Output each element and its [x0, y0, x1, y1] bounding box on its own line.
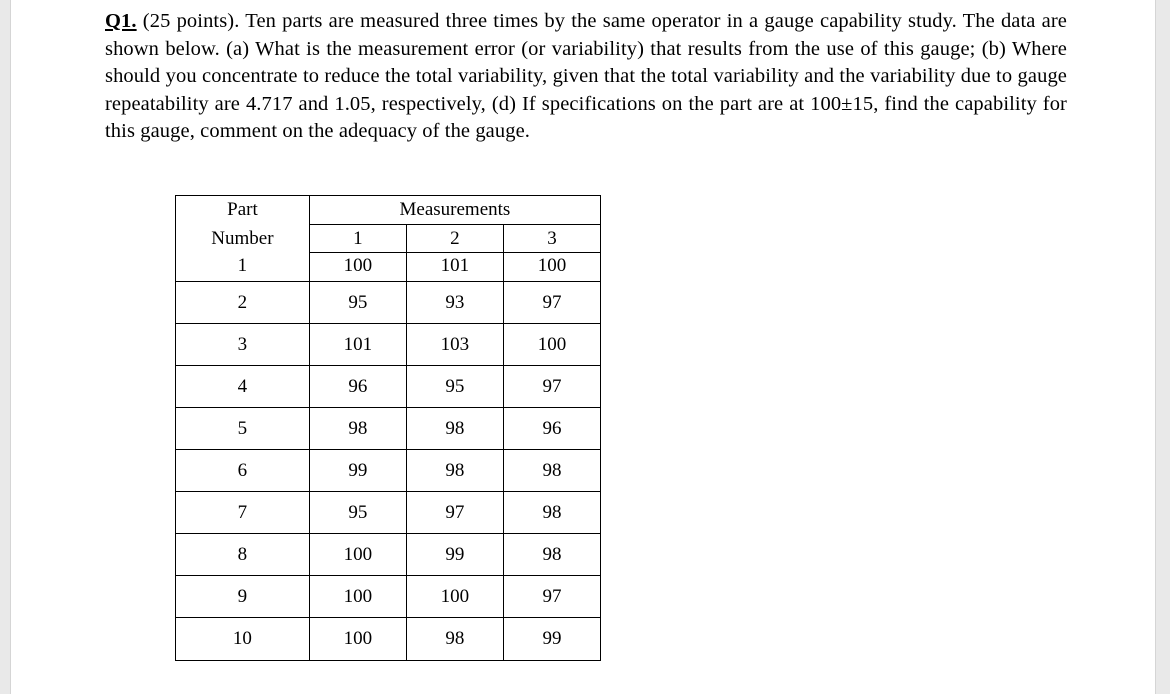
part-number-cell: 7: [176, 492, 310, 534]
part-number-cell: 9: [176, 576, 310, 618]
measurement-cell: 98: [406, 618, 503, 661]
measurement-cell: 98: [309, 408, 406, 450]
part-number-header: [176, 196, 310, 225]
measurement-cell: 97: [503, 366, 600, 408]
measurement-cell: 100: [503, 324, 600, 366]
measurement-cell: 98: [406, 450, 503, 492]
table-row: [176, 492, 601, 534]
measurement-column-2-header: 2: [406, 225, 503, 253]
measurement-cell: 100: [503, 253, 600, 282]
part-number-cell: 5: [176, 408, 310, 450]
measurement-cell: 101: [406, 253, 503, 282]
measurement-cell: 97: [503, 282, 600, 324]
document-page: [10, 0, 1156, 694]
part-header-line1: Part: [227, 199, 258, 221]
measurement-cell: 93: [406, 282, 503, 324]
measurements-header: Measurements: [309, 196, 600, 225]
part-number-cell: 4: [176, 366, 310, 408]
measurement-cell: 103: [406, 324, 503, 366]
table-row: [176, 408, 601, 450]
part-number-cell: 10: [176, 618, 310, 661]
table-subheader-row: [176, 225, 601, 253]
measurement-cell: 98: [406, 408, 503, 450]
measurement-cell: 95: [406, 366, 503, 408]
table-row: [176, 366, 601, 408]
part-number-cell: 3: [176, 324, 310, 366]
measurement-cell: 99: [309, 450, 406, 492]
question-label: Q1.: [105, 10, 137, 32]
table-header-row: [176, 196, 601, 225]
question-text: (25 points). Ten parts are measured three times by the same operator in a gauge capability study. The data are shown below. (a) What is the measurement error (or variability) that results from the use of this gauge; (b) Where should you concentrate to reduce the total variability, given that the total variability and the variability due to gauge repeatability are 4.717 and 1.05, respectively, (d) If specifications on the part are at 100±15, find the capability for this gauge, comment on the adequacy of the gauge.: [105, 10, 1067, 142]
measurement-cell: 96: [309, 366, 406, 408]
question-paragraph: [105, 8, 1067, 146]
table-row: [176, 450, 601, 492]
measurements-table: [175, 195, 601, 661]
table-row: [176, 618, 601, 661]
measurement-cell: 99: [406, 534, 503, 576]
part-number-cell: 1: [176, 253, 310, 282]
measurement-cell: 99: [503, 618, 600, 661]
measurement-cell: 98: [503, 492, 600, 534]
measurement-cell: 98: [503, 534, 600, 576]
measurement-cell: 95: [309, 492, 406, 534]
part-number-cell: 8: [176, 534, 310, 576]
measurement-cell: 98: [503, 450, 600, 492]
measurement-column-1-header: 1: [309, 225, 406, 253]
measurement-column-3-header: 3: [503, 225, 600, 253]
table-row: [176, 576, 601, 618]
part-number-cell: 6: [176, 450, 310, 492]
part-number-header-line2: Number: [176, 225, 310, 253]
table-row: [176, 534, 601, 576]
measurement-cell: 100: [406, 576, 503, 618]
measurement-cell: 100: [309, 253, 406, 282]
part-number-cell: 2: [176, 282, 310, 324]
table-row: [176, 253, 601, 282]
measurement-cell: 96: [503, 408, 600, 450]
measurement-cell: 97: [406, 492, 503, 534]
measurement-cell: 95: [309, 282, 406, 324]
measurement-cell: 100: [309, 618, 406, 661]
table-row: [176, 324, 601, 366]
measurement-cell: 100: [309, 534, 406, 576]
measurement-cell: 101: [309, 324, 406, 366]
table-row: [176, 282, 601, 324]
measurement-cell: 97: [503, 576, 600, 618]
measurement-cell: 100: [309, 576, 406, 618]
